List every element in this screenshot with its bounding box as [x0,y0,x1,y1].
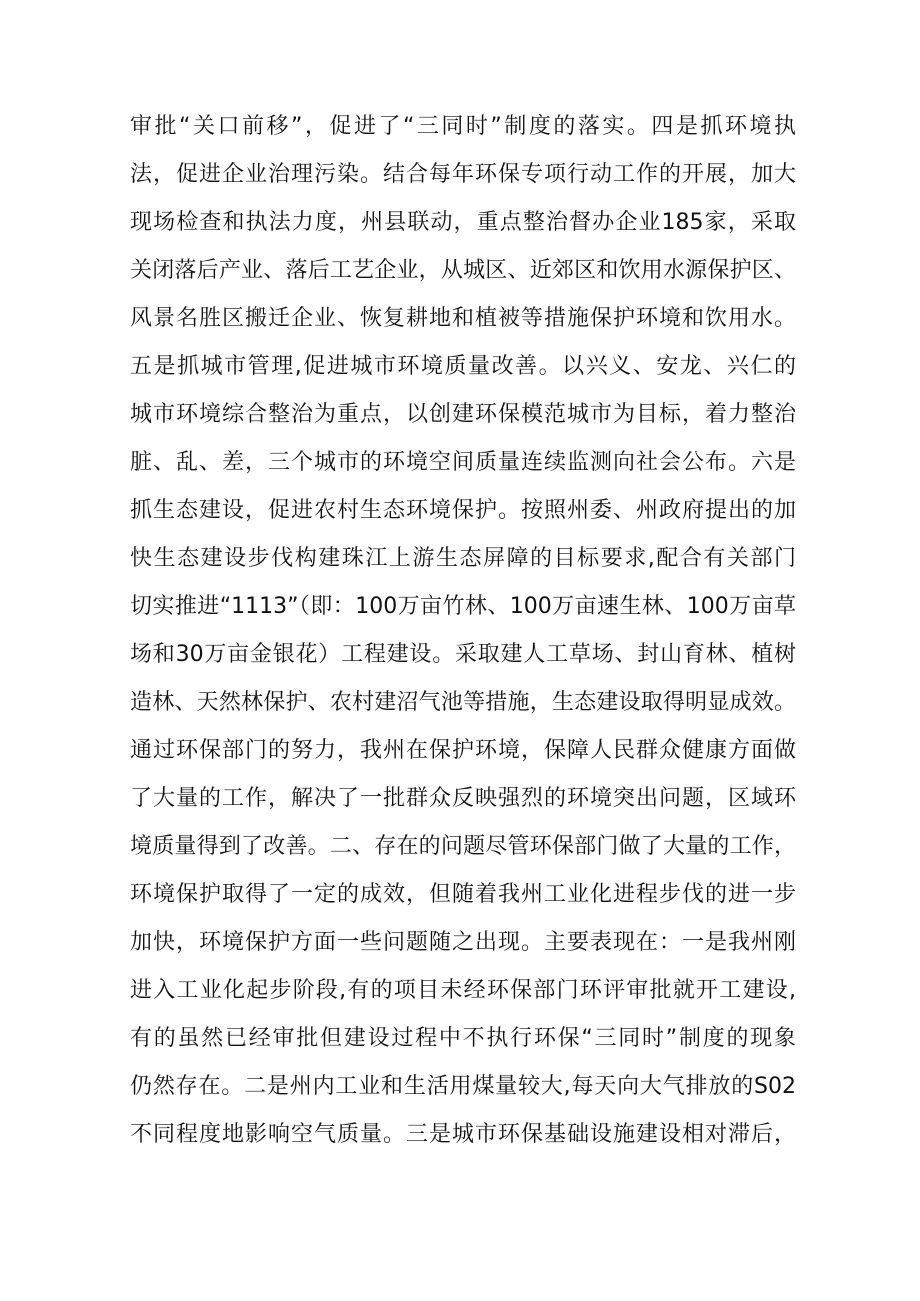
text-line: 了大量的工作，解决了一批群众反映强烈的环境突出问题，区域环 [130,786,796,811]
text-line: 城市环境综合整治为重点，以创建环保模范城市为目标，着力整治 [130,402,796,427]
text-line: 关闭落后产业、落后工艺企业，从城区、近郊区和饮用水源保护区、 [130,258,796,283]
text-line: 切实推进“1113”（即：100万亩竹林、100万亩速生林、100万亩草 [130,594,796,619]
text-line: 境质量得到了改善。二、存在的问题尽管环保部门做了大量的工作， [130,834,796,859]
text-line: 进入工业化起步阶段,有的项目未经环保部门环评审批就开工建设, [130,978,796,1003]
text-line: 五是抓城市管理,促进城市环境质量改善。以兴义、安龙、兴仁的 [130,354,796,379]
text-line: 通过环保部门的努力，我州在保护环境，保障人民群众健康方面做 [130,738,796,763]
text-line: 现场检查和执法力度，州县联动，重点整治督办企业185家，采取 [130,210,796,235]
text-line: 抓生态建设，促进农村生态环境保护。按照州委、州政府提出的加 [130,498,796,523]
text-line: 不同程度地影响空气质量。三是城市环保基础设施建设相对滞后， [130,1122,796,1147]
text-line: 审批“关口前移”，促进了“三同时”制度的落实。四是抓环境执 [130,114,796,139]
text-line: 环境保护取得了一定的成效，但随着我州工业化进程步伐的进一步 [130,882,796,907]
text-line: 快生态建设步伐构建珠江上游生态屏障的目标要求,配合有关部门 [130,546,796,571]
body-text [130,103,796,1159]
text-line: 风景名胜区搬迁企业、恢复耕地和植被等措施保护环境和饮用水。 [130,306,796,331]
text-line: 造林、天然林保护、农村建沼气池等措施，生态建设取得明显成效。 [130,690,796,715]
text-line: 场和30万亩金银花）工程建设。采取建人工草场、封山育林、植树 [130,642,796,667]
text-line: 法，促进企业治理污染。结合每年环保专项行动工作的开展，加大 [130,162,796,187]
text-line: 加快，环境保护方面一些问题随之出现。主要表现在：一是我州刚 [130,930,796,955]
text-line: 仍然存在。二是州内工业和生活用煤量较大,每天向大气排放的S02 [130,1074,796,1099]
text-line: 有的虽然已经审批但建设过程中不执行环保“三同时”制度的现象 [130,1026,796,1051]
text-line: 脏、乱、差，三个城市的环境空间质量连续监测向社会公布。六是 [130,450,796,475]
